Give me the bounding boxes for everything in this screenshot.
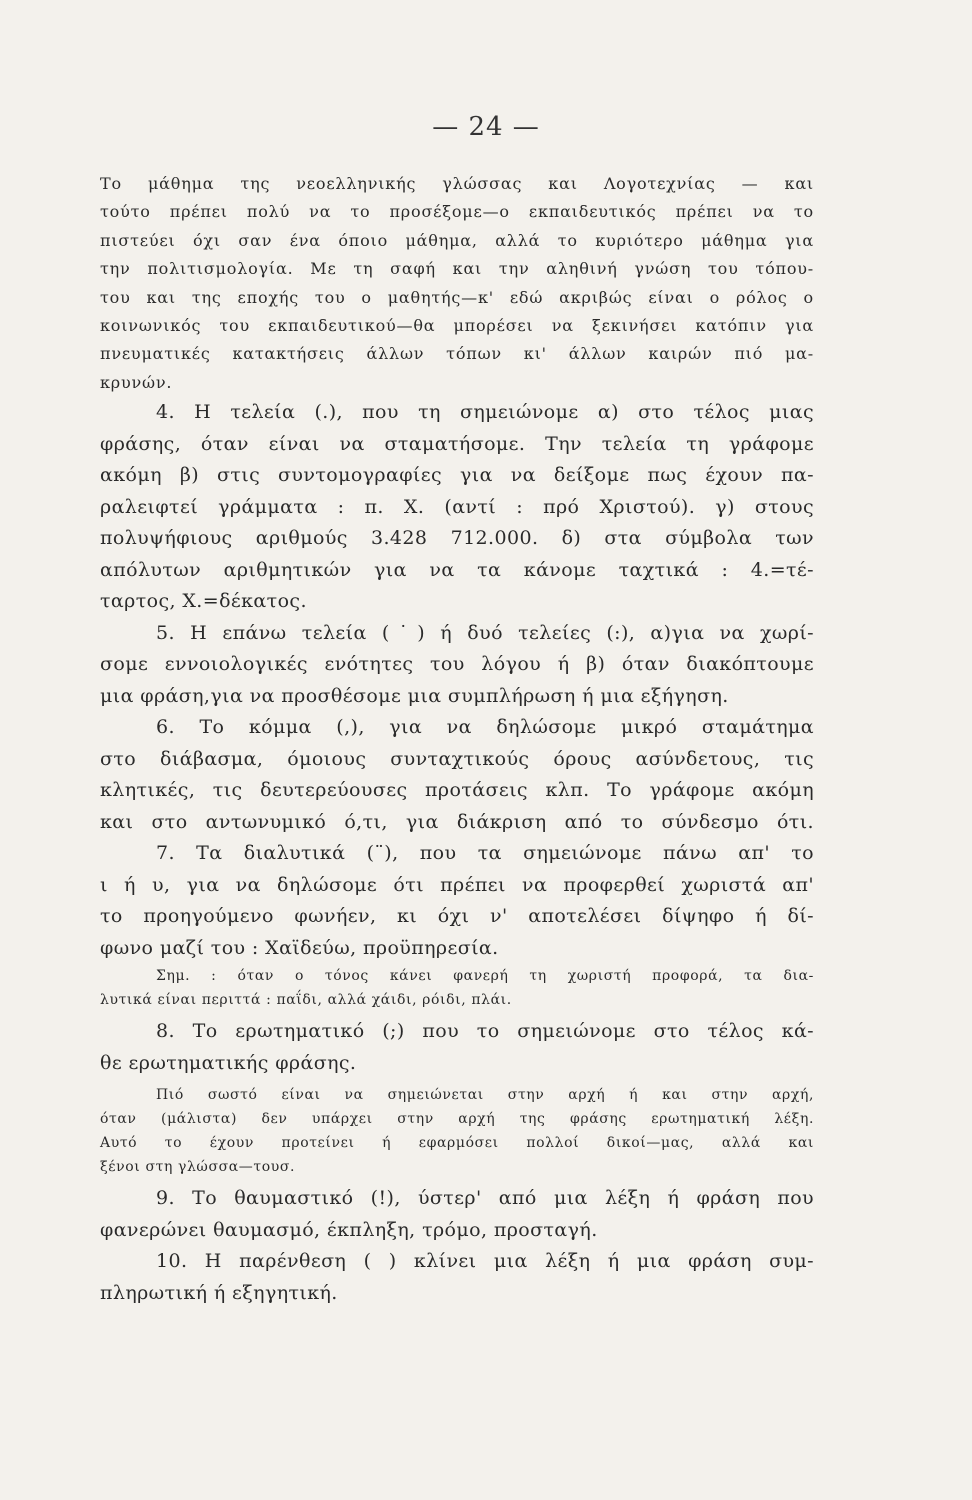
text-line: 8. Το ερωτηματικό (;) που το σημειώνομε στο τέλος κά- [156, 1020, 814, 1043]
text-line: Το μάθημα της νεοελληνικής γλώσσας και Λογοτεχνίας — και [100, 174, 814, 193]
section-8-question-mark [100, 1016, 814, 1079]
note-diaeresis [100, 964, 814, 1012]
text-line: 7. Τα διαλυτικά (¨), που τα σημειώνομε πάνω απ' το [156, 842, 814, 865]
text-line: ακόμη β) στις συντομογραφίες για να δείξομε πως έχουν πα- [100, 464, 814, 487]
text-line: και στο αντωνυμικό ό,τι, για διάκριση από το σύνδεσμο ότι. [100, 810, 814, 833]
text-line: ταρτος, Χ.=δέκατος. [100, 590, 307, 613]
text-line: 10. Η παρένθεση ( ) κλίνει μια λέξη ή μια φράση συμ- [156, 1250, 814, 1273]
section-4-full-stop [100, 397, 814, 618]
text-line: φωνο μαζί του : Χαϊδεύω, προϋπηρεσία. [100, 936, 499, 959]
text-line: ραλειφτεί γράμματα : π. Χ. (αντί : πρό Χριστού). γ) στους [100, 495, 814, 518]
text-line: φανερώνει θαυμασμό, έκπληξη, τρόμο, προσταγή. [100, 1218, 598, 1241]
page-text [100, 170, 814, 1309]
text-line: φράσης, όταν είναι να σταματήσομε. Την τελεία τη γράφομε [100, 432, 814, 455]
text-line: πνευματικές κατακτήσεις άλλων τόπων κι' άλλων καιρών πιό μα- [100, 344, 814, 364]
section-6-comma [100, 712, 814, 838]
text-line: 5. Η επάνω τελεία (˙) ή δυό τελείες (:), α)για να χωρί- [156, 621, 814, 644]
text-line: όταν (μάλιστα) δεν υπάρχει στην αρχή της φράσης ερωτηματική λέξη. [100, 1111, 814, 1128]
text-line: μια φράση,για να προσθέσομε μια συμπλήρωση ή μια εξήγηση. [100, 684, 729, 707]
text-line: ξένοι στη γλώσσα—τουσ. [100, 1159, 296, 1176]
text-line: Πιό σωστό είναι να σημειώνεται στην αρχή ή και στην αρχή, [156, 1087, 814, 1104]
text-line: του και της εποχής του ο μαθητής—κ' εδώ ακριβώς είναι ο ρόλος ο [100, 287, 814, 307]
text-line: Αυτό το έχουν προτείνει ή εφαρμόσει πολλοί δικοί—μας, αλλά και [100, 1135, 814, 1152]
section-10-parenthesis [100, 1246, 814, 1309]
text-line: ι ή υ, για να δηλώσομε ότι πρέπει να προφερθεί χωριστά απ' [100, 873, 814, 896]
note-question-mark [100, 1083, 814, 1179]
text-line: Σημ. : όταν ο τόνος κάνει φανερή τη χωριστή προφορά, τα δια- [156, 968, 814, 985]
text-line: 9. Το θαυμαστικό (!), ύστερ' από μια λέξη ή φράση που [156, 1187, 814, 1210]
text-line: κλητικές, τις δευτερεύουσες προτάσεις κλπ. Το γράφομε ακόμη [100, 779, 814, 802]
text-line: πολυψήφιους αριθμούς 3.428 712.000. δ) στα σύμβολα των [100, 527, 814, 550]
text-line: 4. Η τελεία (.), που τη σημειώνομε α) στο τέλος μιας [156, 401, 814, 424]
text-line: κρυνών. [100, 372, 173, 392]
text-line: 6. Το κόμμα (,), για να δηλώσομε μικρό σταμάτημα [156, 716, 814, 739]
text-line: πληρωτική ή εξηγητική. [100, 1281, 338, 1304]
page-number: — 24 — [432, 112, 540, 142]
section-5-colon [100, 618, 814, 713]
text-line: κοινωνικός του εκπαιδευτικού—θα μπορέσει να ξεκινήσει κατόπιν για [100, 316, 814, 336]
text-line: την πολιτισμολογία. Με τη σαφή και την αληθινή γνώση του τόπου- [100, 259, 814, 279]
text-line: θε ερωτηματικής φράσης. [100, 1051, 357, 1074]
text-line: πιστεύει όχι σαν ένα όποιο μάθημα, αλλά το κυριότερο μάθημα για [100, 230, 814, 250]
text-line: απόλυτων αριθμητικών για να τα κάνομε ταχτικά : 4.=τέ- [100, 558, 814, 581]
text-line: σομε εννοιολογικές ενότητες του λόγου ή β) όταν διακόπτουμε [100, 653, 814, 676]
text-line: τούτο πρέπει πολύ να το προσέξομε—ο εκπαιδευτικός πρέπει να το [100, 202, 814, 222]
text-line: στο διάβασμα, όμοιους συνταχτικούς όρους ασύνδετους, τις [100, 747, 814, 770]
section-9-exclamation-mark [100, 1183, 814, 1246]
intro-paragraph [100, 170, 814, 397]
section-7-diaeresis [100, 838, 814, 964]
text-line: το προηγούμενο φωνήεν, κι όχι ν' αποτελέσει δίψηφο ή δί- [100, 905, 814, 928]
text-line: λυτικά είναι περιττά : παΐδι, αλλά χάιδι, ρόιδι, πλάι. [100, 992, 512, 1009]
